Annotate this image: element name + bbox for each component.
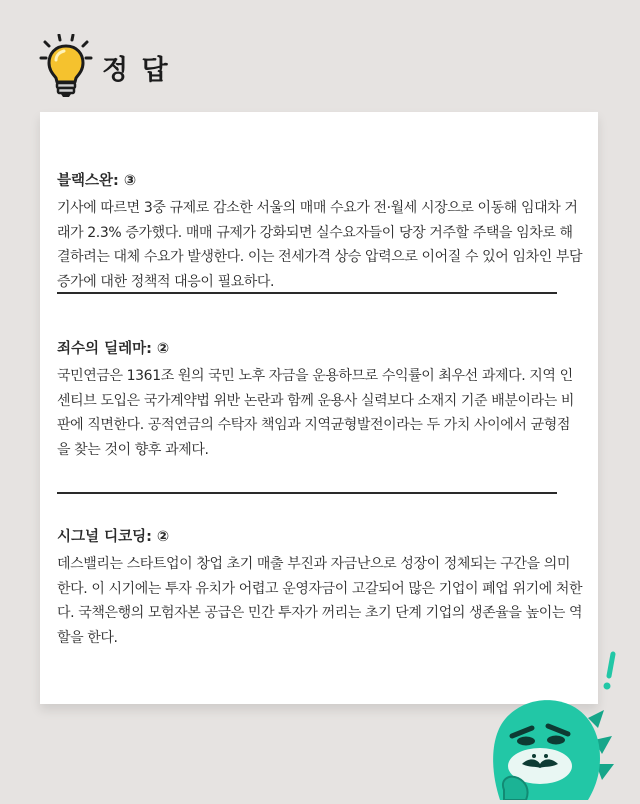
section-body: 데스밸리는 스타트업이 창업 초기 매출 부진과 자금난으로 성장이 정체되는 구간을 의미한다. 이 시기에는 투자 유치가 어렵고 운영자금이 고갈되어 많은 기업이 폐업 위기에 처한다. 국책은행의 모험자본 공급은 민간 투자가 꺼리는 초기 단계 기업의 생존율을 높이는 역할을 한다. bbox=[57, 556, 583, 646]
section-divider bbox=[57, 292, 557, 294]
section-body: 기사에 따르면 3중 규제로 감소한 서울의 매매 수요가 전·월세 시장으로 이동해 임대차 거래가 2.3% 증가했다. 매매 규제가 강화되면 실수요자들이 당장 거주할 주택을 임차로 해결하려는 대체 수요가 발생한다. 이는 전세가격 상승 압력으로 이어질 수 있어 임차인 부담 증가에 대한 정책적 대응이 필요하다. bbox=[57, 200, 583, 290]
dinosaur-mascot bbox=[470, 640, 640, 800]
answer-card bbox=[40, 112, 598, 704]
lightbulb-icon bbox=[38, 34, 94, 100]
section-title: 죄수의 딜레마: ② bbox=[57, 341, 170, 357]
page-title: 정 답 bbox=[102, 54, 170, 86]
section-divider bbox=[57, 492, 557, 494]
answer-section-black-swan bbox=[57, 170, 583, 294]
section-body: 국민연금은 1361조 원의 국민 노후 자금을 운용하므로 수익률이 최우선 과제다. 지역 인센티브 도입은 국가계약법 위반 논란과 함께 운용사 실력보다 소재지 기준 배분이라는 비판에 직면한다. 공적연금의 수탁자 책임과 지역균형발전이라는 두 가치 사이에서 균형점을 찾는 것이 향후 과제다. bbox=[57, 368, 575, 458]
answer-section-signal-decoding bbox=[57, 526, 583, 650]
page-header bbox=[38, 34, 170, 100]
section-title: 시그널 디코딩: ② bbox=[57, 529, 170, 545]
section-title: 블랙스완: ③ bbox=[57, 173, 137, 189]
answer-section-prisoners-dilemma bbox=[57, 338, 583, 462]
